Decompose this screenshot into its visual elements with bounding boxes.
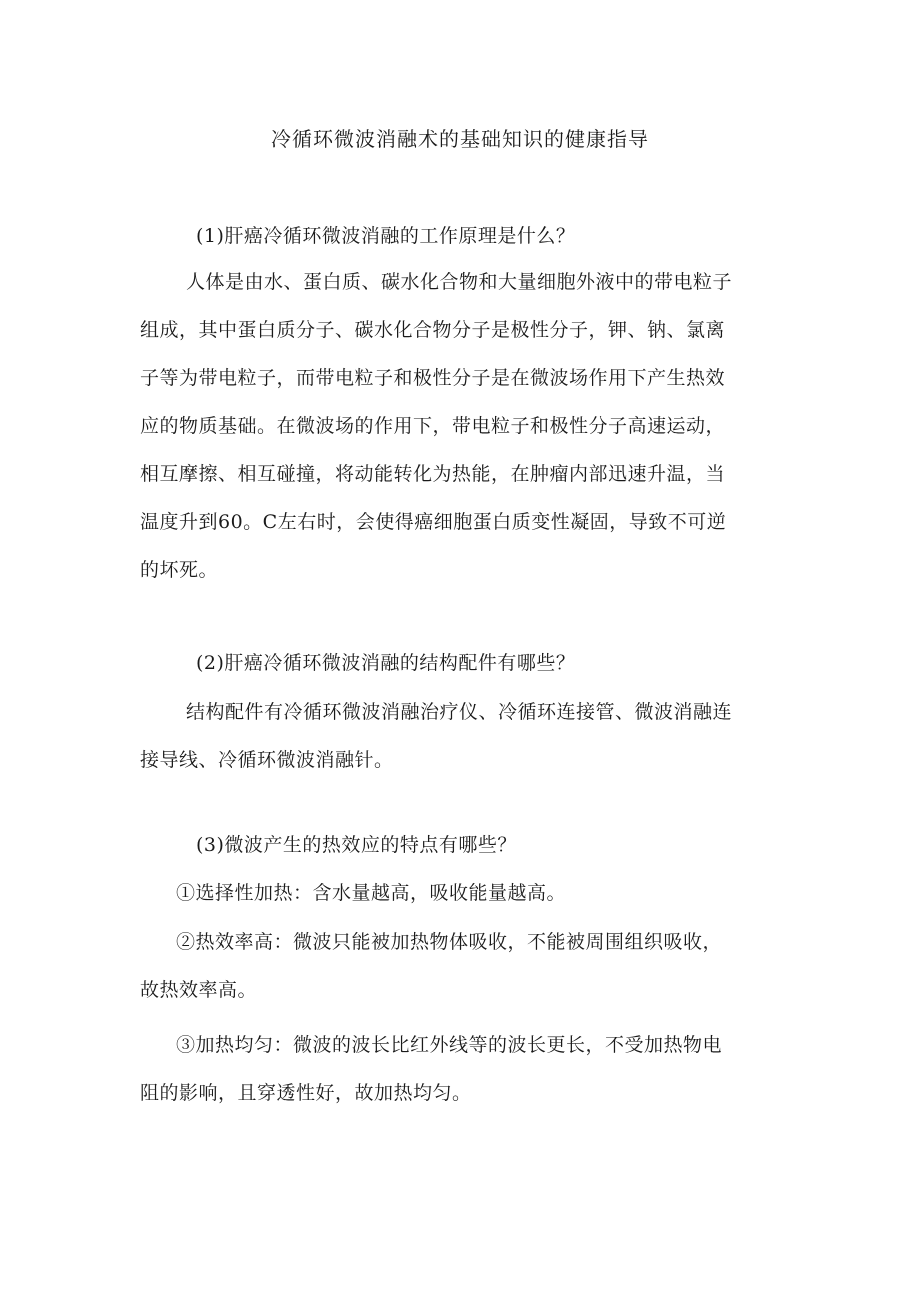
paragraph-line: 人体是由水、蛋白质、碳水化合物和大量细胞外液中的带电粒子	[186, 271, 733, 293]
paragraph-line: 子等为带电粒子，而带电粒子和极性分子是在微波场作用下产生热效	[140, 367, 726, 389]
paragraph-line: 相互摩擦、相互碰撞，将动能转化为热能，在肿瘤内部迅速升温，当	[140, 463, 726, 485]
paragraph-line: 结构配件有冷循环微波消融治疗仪、冷循环连接管、微波消融连	[186, 701, 733, 723]
section-3-question: (3)微波产生的热效应的特点有哪些？	[196, 834, 517, 856]
paragraph-line: 组成，其中蛋白质分子、碳水化合物分子是极性分子，钾、钠、氯离	[140, 319, 726, 341]
paragraph-line: 的坏死。	[140, 559, 219, 581]
document-title: 冷循环微波消融术的基础知识的健康指导	[271, 127, 649, 151]
paragraph-line: 阻的影响，且穿透性好，故加热均匀。	[140, 1082, 472, 1104]
section-3-item-1	[140, 869, 790, 917]
section-2-paragraph	[140, 688, 790, 784]
paragraph-line: ③加热均匀：微波的波长比红外线等的波长更长，不受加热物电	[176, 1034, 723, 1056]
section-1-paragraph	[140, 258, 790, 594]
paragraph-line: 应的物质基础。在微波场的作用下，带电粒子和极性分子高速运动，	[140, 415, 726, 437]
paragraph-line: 温度升到60。C左右时，会使得癌细胞蛋白质变性凝固，导致不可逆	[140, 511, 727, 533]
section-2-question: (2)肝癌冷循环微波消融的结构配件有哪些？	[196, 652, 576, 674]
section-3-item-3	[140, 1021, 790, 1117]
paragraph-line: ②热效率高：微波只能被加热物体吸收，不能被周围组织吸收，	[176, 931, 723, 953]
paragraph-line: 故热效率高。	[140, 979, 258, 1001]
paragraph-line: 接导线、冷循环微波消融针。	[140, 749, 394, 771]
paragraph-line: ①选择性加热：含水量越高，吸收能量越高。	[176, 882, 567, 904]
section-3-item-2	[140, 918, 790, 1014]
section-1-question: (1)肝癌冷循环微波消融的工作原理是什么？	[196, 225, 576, 247]
